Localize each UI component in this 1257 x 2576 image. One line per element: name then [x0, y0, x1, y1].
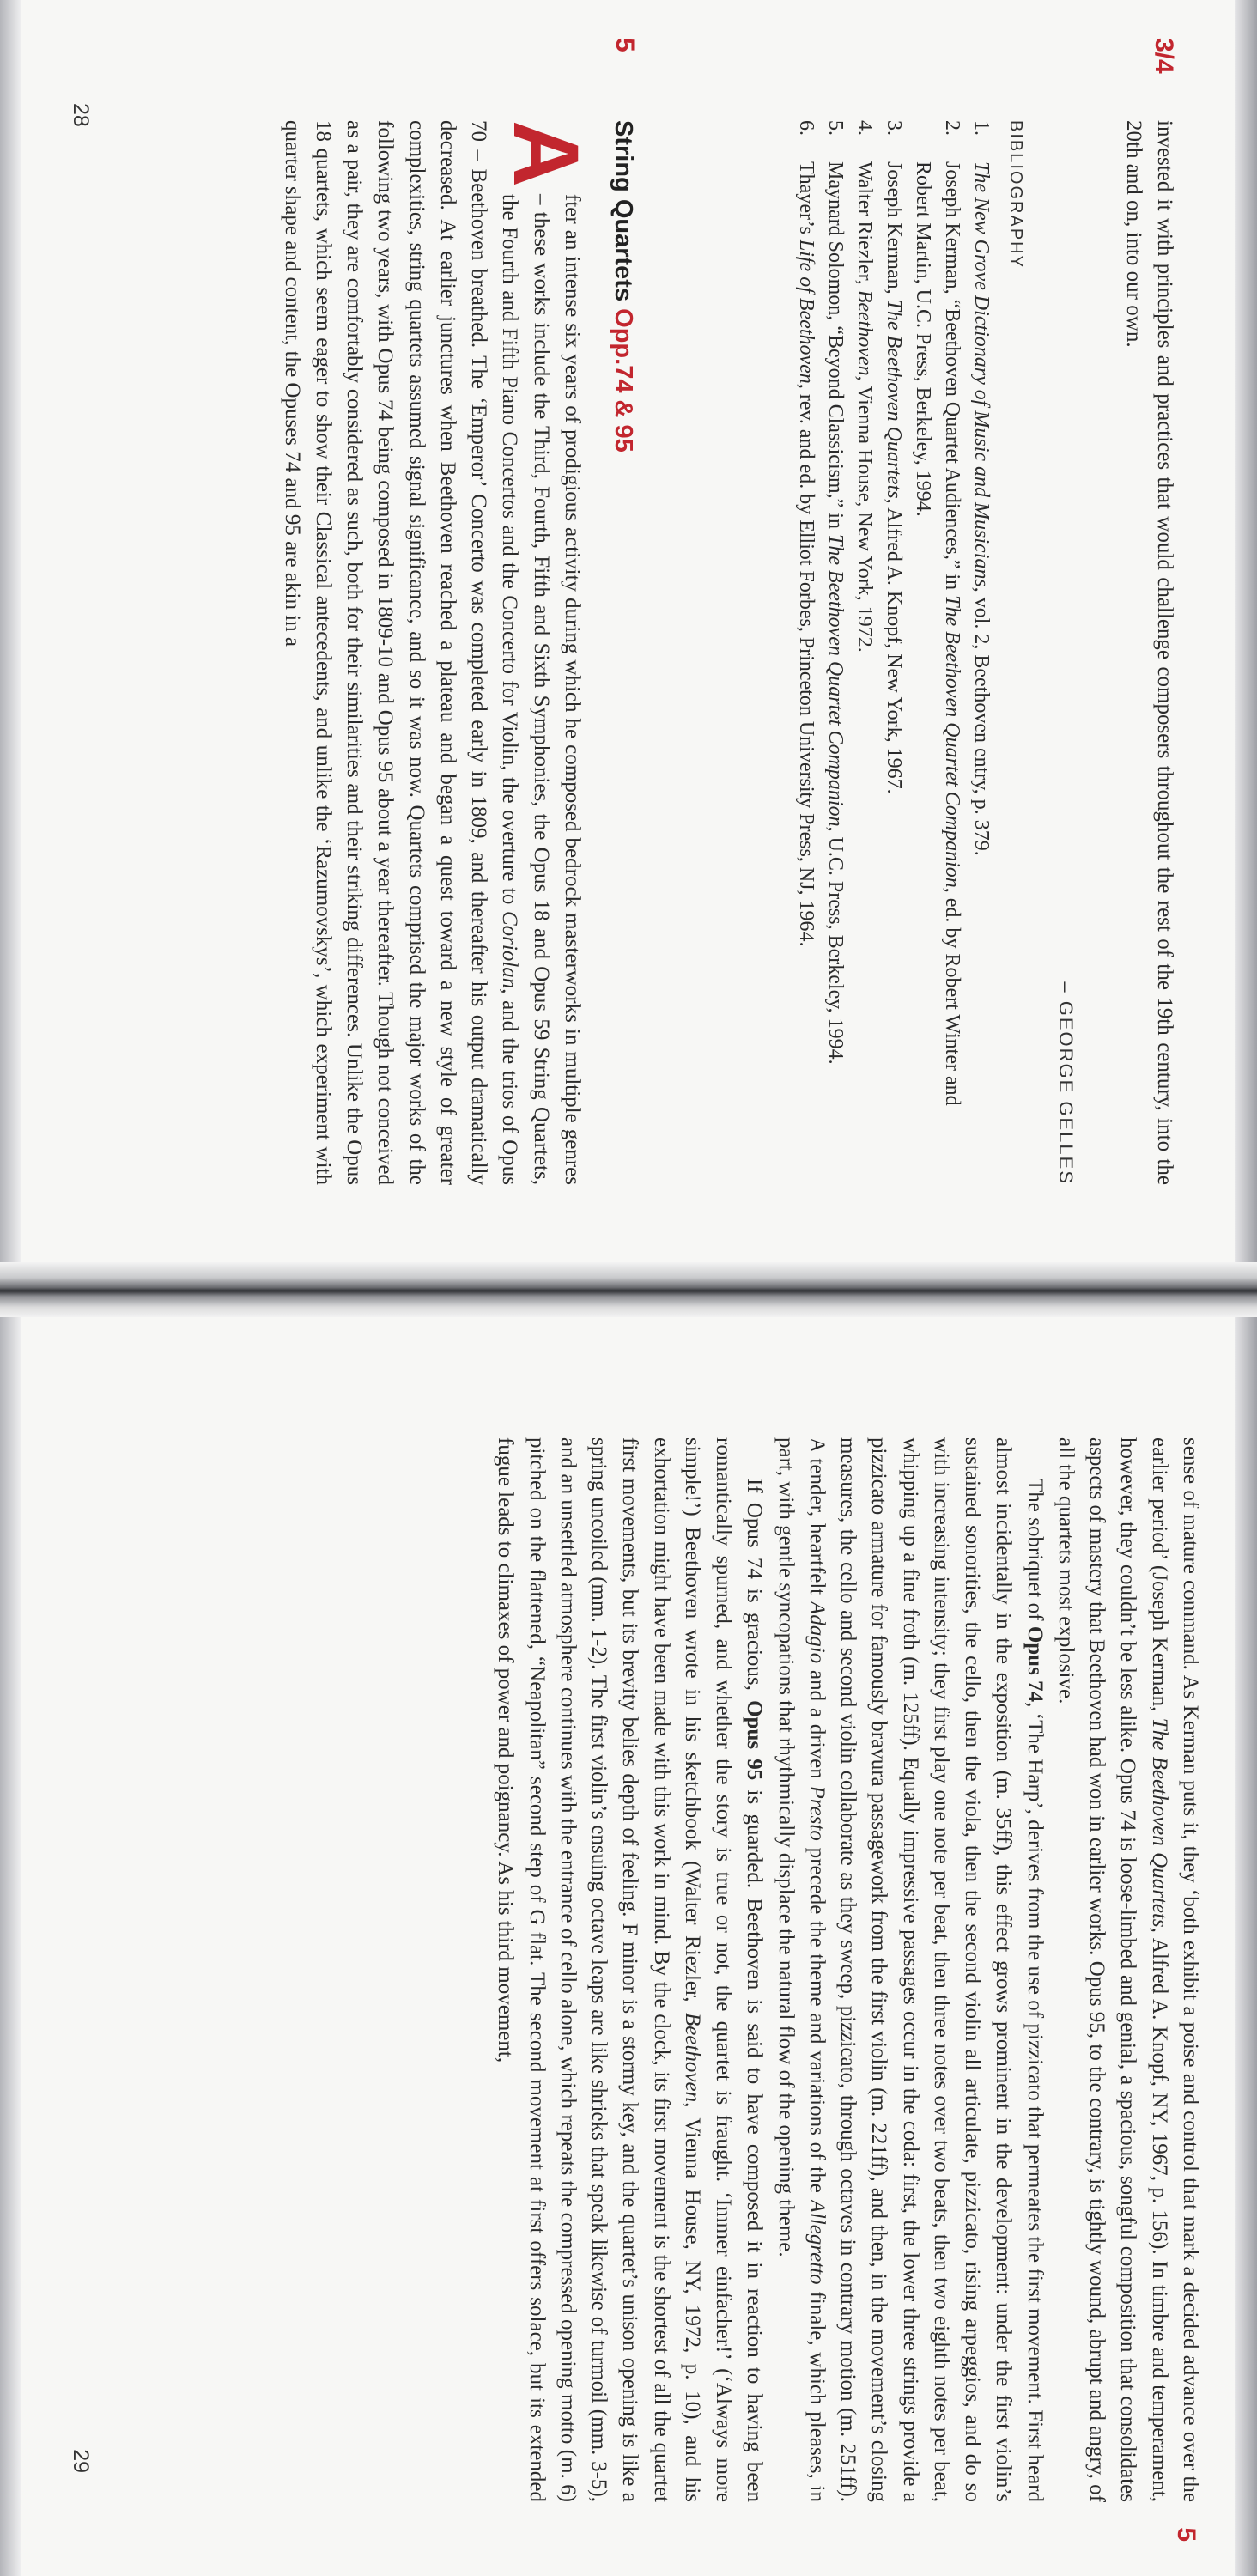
bibliography-entry: 5. Maynard Solomon, “Beyond Classicism,” in The Beethoven Quartet Companion, U.C. Press, Berkeley, 1994. — [823, 120, 847, 1065]
bibliography-entry: 6. Thayer’s Life of Beethoven, rev. and ed. by Elliot Forbes, Princeton University Press, NJ, 1964. — [794, 120, 817, 947]
intro-paragraph: invested it with principles and practices that would challenge composers throughout the rest of the 19th century, into the 20th and on, into our own. — [1121, 120, 1176, 1185]
page-number-left: 28 — [69, 103, 93, 127]
section-marker-bottom: 5 — [610, 38, 639, 52]
bibliography-entry: 1. The New Grove Dictionary of Music and Musicians, vol. 2, Beethoven entry, p. 379. — [970, 120, 993, 856]
page-number-right: 29 — [69, 2449, 93, 2473]
essay-paragraph: A fter an intense six years of prodigious activity during which he composed bedrock masterworks in multiple genres – these works include the Third, Fourth, Fifth and Sixth Symphonies, the Opus 18 and Opus 59 String Quartets, the Fourth and Fifth Piano Concertos and the Concerto for Violin, the overture to Coriolan, and the trios of Opus 70 – Beethoven breathed. The ‘Emperor’ Concerto was completed early in 1809, and thereafter his output dramatically decreased. At earlier junctures when Beethoven reached a plateau and began a quest toward a new style of greater complexities, string quartets assumed signal significance, and so it was now. Quartets comprised the major works of the following two years, with Opus 74 being composed in 1809-10 and Opus 95 about a year thereafter. Though not conceived as a pair, they are comfortably considered as such, both for their similarities and their striking differences. Unlike the Opus 18 quartets, which seem eager to show their Classical antecedents, and unlike the ‘Razumovskys’, which experiment with quarter shape and content, the Opuses 74 and 95 are akin in a — [280, 120, 598, 1186]
bibliography-entry: 4. Walter Riezler, Beethoven, Vienna House, New York, 1972. — [853, 120, 876, 653]
paragraph-1: sense of mature command. As Kerman puts it, they ‘both exhibit a poise and control that mark a decided advance over the earlier period’ (Joseph Kerman, The Beethoven Quartets, Alfred A. Knopf, NY, 1967, p. 156). In timbre and temperament, however, they couldn’t be less alike. Opus 74 is loose-limbed and genial, a spacious, songful composition that consolidates aspects of mastery that Beethoven had won in earlier works. Opus 95, to the contrary, is tightly wound, abrupt and angry, of all the quartets most explosive. — [1054, 1437, 1202, 2502]
bibliography-entry: 2. Joseph Kerman, “Beethoven Quartet Audiences,” in The Beethoven Quartet Companion, ed. by Robert Winter and Robert Martin, U.C. Press, Berkeley, 1994. — [911, 120, 963, 1106]
paragraph-opus-95: If Opus 74 is gracious, Opus 95 is guarded. Beethoven is said to have composed it in reaction to having been romantically spurned, and whether the story is true or not, the quartet is fraught. ‘Immer einfacher!’ (‘Always more simple!’) Beethoven wrote in his sketchbook (Walter Riezler, Beethoven, Vienna House, NY, 1972, p. 10), and his exhortation might have been made with this work in mind. By the clock, its first movement is the shortest of all the quartet first movements, but its brevity belies depth of feeling. F minor is a stormy key, and the quartet’s unison opening is like a spring uncoiled (mm. 1-2). The first violin’s ensuing octave leaps are like shrieks that speak likewise of turmoil (mm. 3-5), and an unsettled atmosphere continues with the entrance of cello alone, which repeats the compressed opening motto (m. 6) pitched on the flattened, “Neapolitan” second step of G flat. The second movement at first offers solace, but its extended fugue leads to climaxes of power and poignancy. As his third movement, — [494, 1437, 767, 2503]
book-gutter — [0, 1262, 1257, 1317]
drop-cap: A — [495, 120, 598, 187]
section-title: String Quartets — [610, 120, 637, 302]
bibliography-entry: 3. Joseph Kerman, The Beethoven Quartets, Alfred A. Knopf, New York, 1967. — [882, 120, 905, 794]
bibliography-heading: BIBLIOGRAPHY — [1006, 120, 1025, 269]
section-opus: Opp.74 & 95 — [610, 308, 637, 453]
section-heading — [609, 120, 637, 453]
author-signature: – GEORGE GELLES — [1055, 981, 1077, 1185]
bibliography-list — [791, 120, 996, 1151]
section-marker-right: 5 — [1172, 2527, 1200, 2542]
right-page — [0, 1317, 1257, 2576]
paragraph-opus-74: The sobriquet of Opus 74, ‘The Harp’, derives from the use of pizzicato that permeates the first movement. First heard almost incidentally in the exposition (m. 35ff), this effect grows prominent in the development: under the first violin’s sustained sonorities, the cello, then the viola, then the second violin all articulate, pizzicato, rising arpeggios, and do so with increasing intensity; they first play one note per beat, then three notes over two beats, then two eighth notes per beat, whipping up a fine froth (m. 125ff). Equally impressive passages occur in the coda: first, the lower three strings provide a pizzicato armature for famously bravura passagework from the first violin (m. 221ff), and then, in the movement’s closing measures, the cello and second violin collaborate as they sweep, pizzicato, through octaves in contrary motion (m. 251ff). A tender, heartfelt Adagio and a driven Presto precede the theme and variations of the Allegretto finale, which pleases, in part, with gentle syncopations that rhythmically displace the natural flow of the opening theme. — [774, 1437, 1047, 2502]
section-marker-top: 3/4 — [1150, 38, 1178, 74]
essay-continuation — [489, 1437, 1205, 2502]
left-page — [0, 0, 1257, 1262]
